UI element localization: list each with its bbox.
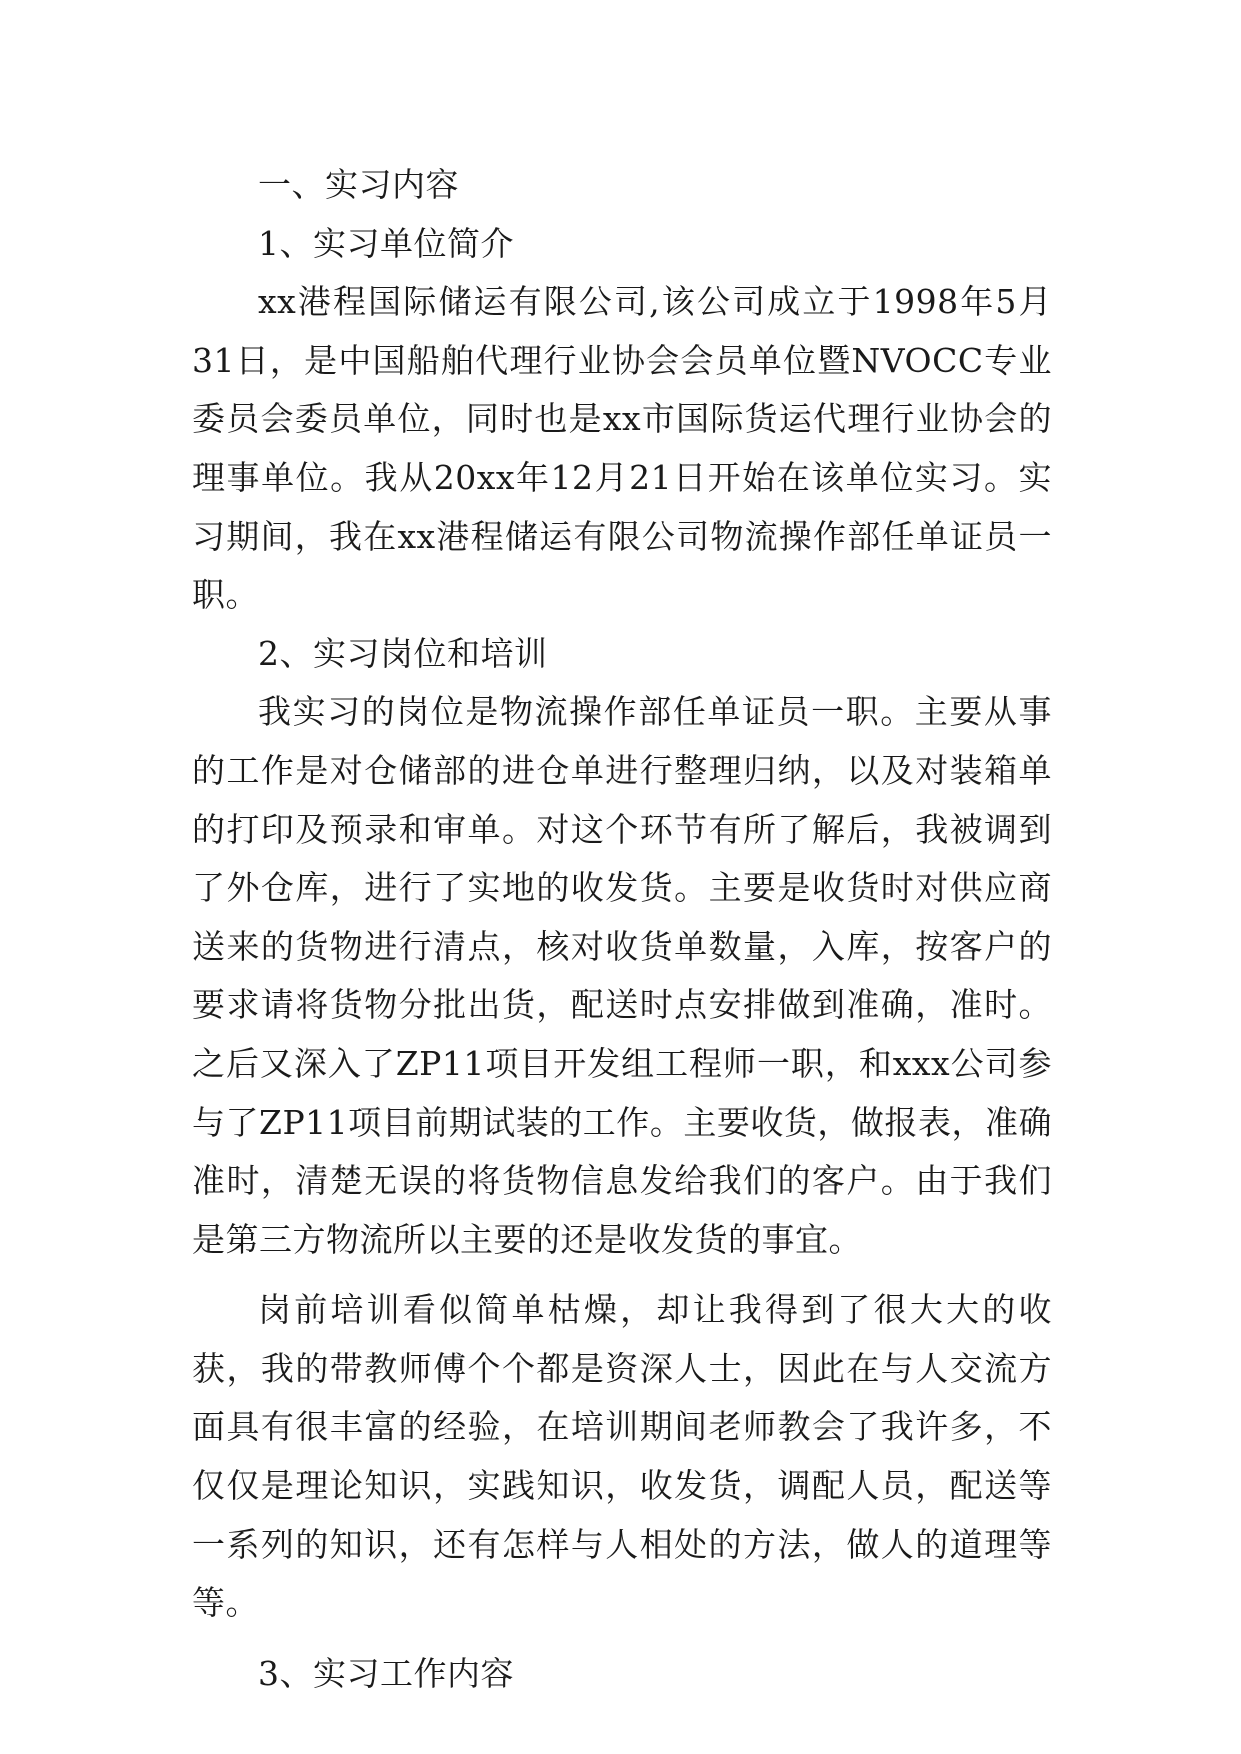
- subsection-heading-intro: 1、实习单位简介: [258, 223, 514, 263]
- document-body: [192, 156, 1052, 1703]
- paragraph-position: 我实习的岗位是物流操作部任单证员一职。主要从事的工作是对仓储部的进仓单进行整理归纳，以及对装箱单的打印及预录和审单。对这个环节有所了解后，我被调到了外仓库，进行了实地的收发货。主要是收货时对供应商送来的货物进行清点，核对收货单数量，入库，按客户的要求请将货物分批出货，配送时点安排做到准确，准时。之后又深入了ZP11项目开发组工程师一职，和xxx公司参与了ZP11项目前期试装的工作。主要收货，做报表，准确准时，清楚无误的将货物信息发给我们的客户。由于我们是第三方物流所以主要的还是收发货的事宜。: [192, 692, 1052, 1259]
- subsection-heading-work: 3、实习工作内容: [258, 1653, 514, 1693]
- paragraph-gap: [192, 1633, 1052, 1645]
- paragraph-training: 岗前培训看似简单枯燥，却让我得到了很大大的收获，我的带教师傅个个都是资深人士，因此在与人交流方面具有很丰富的经验，在培训期间老师教会了我许多，不仅仅是理论知识，实践知识，收发货，调配人员，配送等一系列的知识，还有怎样与人相处的方法，做人的道理等等。: [192, 1290, 1052, 1623]
- subsection-heading-position: 2、实习岗位和培训: [258, 633, 548, 673]
- section-heading: 一、实习内容: [258, 165, 459, 204]
- paragraph-company-intro: xx港程国际储运有限公司,该公司成立于1998年5月31日，是中国船舶代理行业协会会员单位暨NVOCC专业委员会委员单位，同时也是xx市国际货运代理行业协会的理事单位。我从20xx年12月21日开始在该单位实习。实习期间，我在xx港程储运有限公司物流操作部任单证员一职。: [192, 282, 1052, 615]
- paragraph-gap: [192, 1269, 1052, 1281]
